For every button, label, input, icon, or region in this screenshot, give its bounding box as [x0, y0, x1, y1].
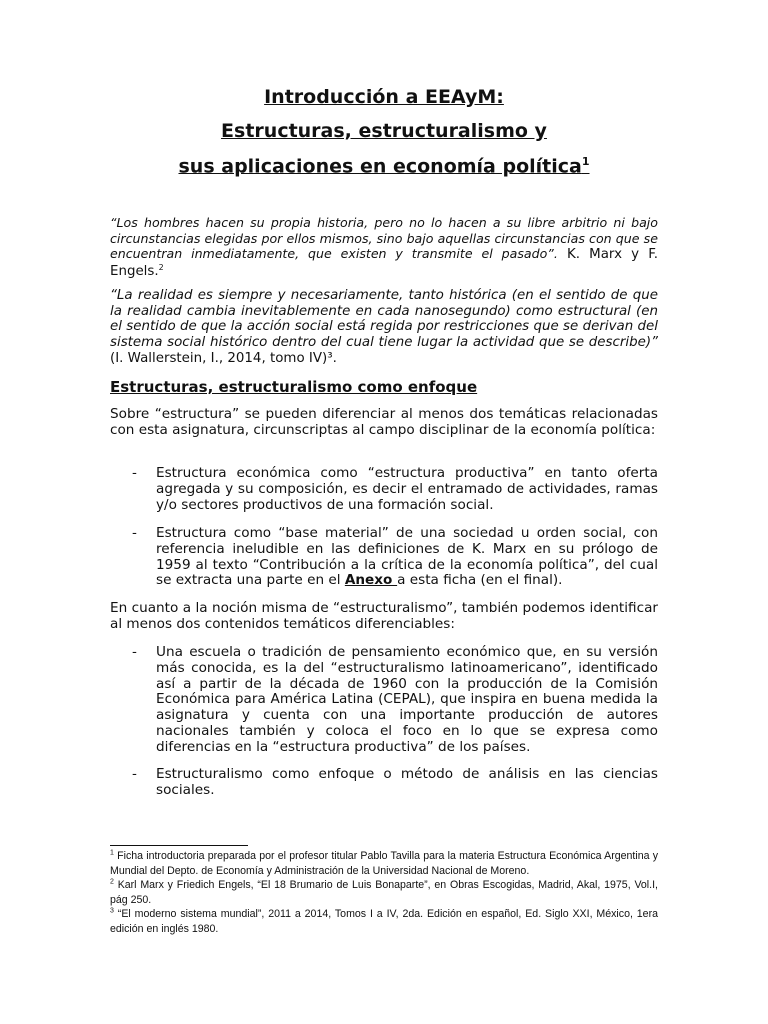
- epigraph-marx-author: K. Marx y F. Engels.: [110, 247, 659, 279]
- section-heading: Estructuras, estructuralismo como enfoque: [110, 378, 478, 396]
- title-line-3-text: sus aplicaciones en economía política: [178, 155, 582, 178]
- list-dash: -: [132, 525, 137, 541]
- list-item-text: Una escuela o tradición de pensamiento económico que, en su versión más conocida, es la del “estructuralismo latinoamericano”, identificado así a partir de la década de 1960 con la producción de la Comisión Económica para América Latina (CEPAL), que inspira en buena medida la asignatura y cuenta con una importante producción de autores nacionales también y coloca el foco en lo que se expresa como diferencias en la “estructura productiva” de los países.: [156, 644, 658, 755]
- list-item-text: [156, 526, 658, 589]
- epigraph-marx: [110, 215, 658, 279]
- epigraph-marx-text: “Los hombres hacen su propia historia, pero no lo hacen a su libre arbitrio ni bajo circunstancias elegidas por ellos mismos, sino bajo aquellas circunstancias con que se encuentran inmediatamente, que existen y transmite el pasado”.: [110, 215, 658, 262]
- epigraph-wallerstein-author: (I. Wallerstein, I., 2014, tomo IV)³.: [110, 350, 337, 366]
- footnote-ref-2[interactable]: 2: [158, 262, 164, 272]
- title-line-2: Estructuras, estructuralismo y: [221, 120, 547, 142]
- epigraph-wallerstein-text: “La realidad es siempre y necesariamente, tanto histórica (en el sentido de que la realidad cambia inevitablemente en cada nanosegundo) como estructural (en el sentido de que la acción social está regida por restricciones que se derivan del sistema social histórico dentro del cual tiene lugar la actividad que se describe)”: [110, 288, 658, 351]
- footnote-number: 2: [110, 878, 114, 886]
- footnote-3: [110, 907, 658, 936]
- title-line-3: [0, 155, 768, 177]
- list-item-text: Estructuralismo como enfoque o método de análisis en las ciencias sociales.: [156, 766, 658, 798]
- list-item-text: Estructura económica como “estructura productiva” en tanto oferta agregada y su composición, es decir el entramado de actividades, ramas y/o sectores productivos de una formación social.: [156, 465, 658, 513]
- paragraph-estructura-intro: Sobre “estructura” se pueden diferenciar al menos dos temáticas relacionadas con esta asignatura, circunscriptas al campo disciplinar de la economía política:: [110, 406, 658, 438]
- footnote-number: 3: [110, 907, 114, 915]
- anexo-link[interactable]: Anexo: [344, 572, 398, 589]
- epigraph-wallerstein: [110, 288, 658, 367]
- footnote-separator: [110, 845, 248, 846]
- list-dash: -: [132, 644, 137, 660]
- list-dash: -: [132, 766, 137, 782]
- footnote-2: [110, 878, 658, 907]
- list-item-text-end: a esta ficha (en el final).: [397, 572, 563, 589]
- list-dash: -: [132, 465, 137, 481]
- footnote-text: Ficha introductoria preparada por el profesor titular Pablo Tavilla para la materia Estructura Económica Argentina y Mundial del Depto. de Economía y Administración de la Universidad Nacional de Moreno.: [110, 850, 658, 877]
- footnote-1: [110, 849, 658, 878]
- footnote-text: “El moderno sistema mundial”, 2011 a 2014, Tomos I a IV, 2da. Edición en español, Ed. Siglo XXI, México, 1era edición en inglés 1980.: [110, 908, 658, 935]
- footnote-number: 1: [110, 849, 114, 857]
- list-item-text-start: Estructura como “base material” de una sociedad u orden social, con referencia ineludible en las definiciones de K. Marx en su prólogo de 1959 al texto “Contribución a la crítica de la economía política”, del cual se extracta una parte en el: [156, 525, 658, 589]
- paragraph-estructuralismo-intro: En cuanto a la noción misma de “estructuralismo”, también podemos identificar al menos dos contenidos temáticos diferenciables:: [110, 600, 658, 632]
- footnote-ref-1[interactable]: 1: [581, 155, 590, 168]
- footnote-text: Karl Marx y Friedich Engels, “El 18 Brumario de Luis Bonaparte”, en Obras Escogidas, Madrid, Akal, 1975, Vol.I, pág 250.: [110, 879, 658, 906]
- title-line-1: Introducción a EEAyM:: [264, 86, 504, 108]
